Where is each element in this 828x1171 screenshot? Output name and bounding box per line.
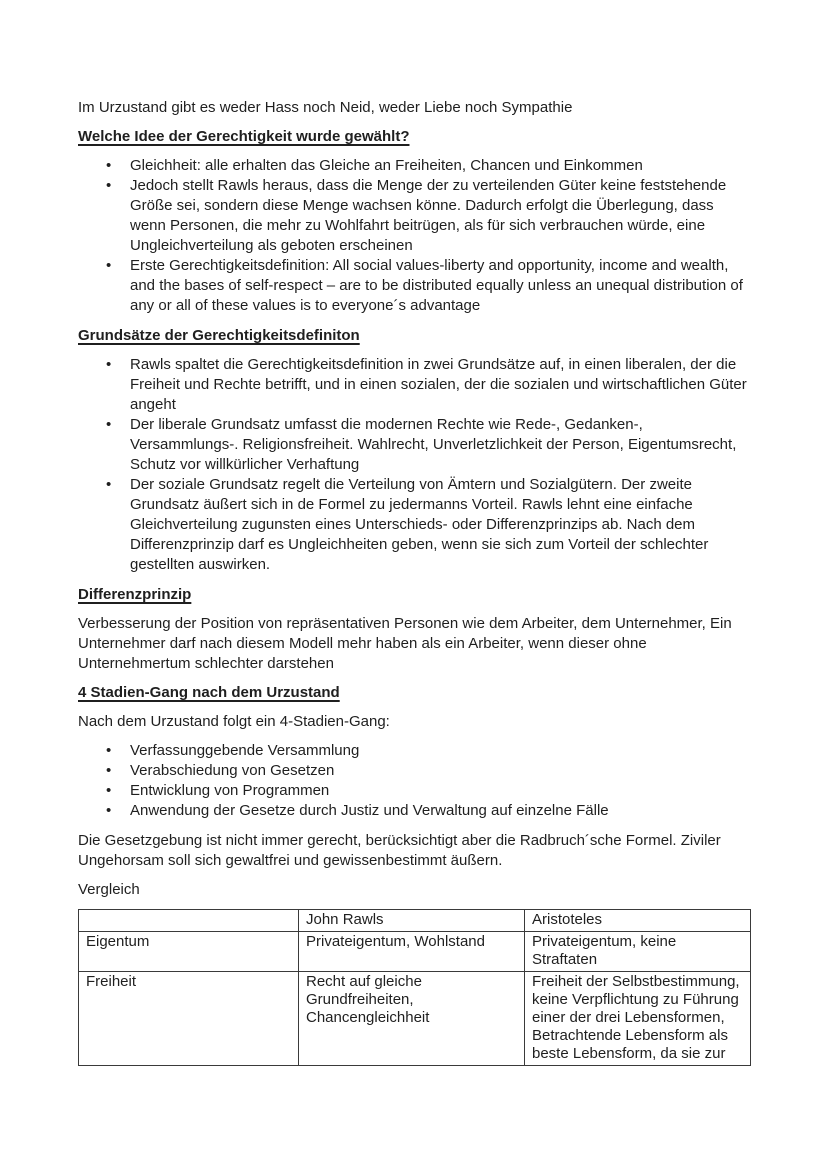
section-heading-stadiengang: 4 Stadien-Gang nach dem Urzustand bbox=[78, 684, 340, 701]
table-cell-row-label: Freiheit bbox=[79, 972, 299, 1066]
list-item: • Erste Gerechtigkeitsdefinition: All social values-liberty and opportunity, income and wealth, and the bases of self-respect – are to be distributed equally unless an unequal distribution of any or all of these values is to everyone´s advantage bbox=[130, 256, 750, 316]
list-item: • Jedoch stellt Rawls heraus, dass die Menge der zu verteilenden Güter keine feststehende Größe sei, sondern diese Menge wachsen könne. Dadurch erfolgt die Überlegung, dass wenn Personen, die mehr zu Wohlfahrt beitrügen, als für sich verbrauchen würde, eine Ungleichverteilung als geboten erscheinen bbox=[130, 176, 750, 256]
list-item: • Verabschiedung von Gesetzen bbox=[130, 761, 750, 781]
section-heading-idee: Welche Idee der Gerechtigkeit wurde gewählt? bbox=[78, 128, 410, 145]
list-item: • Der soziale Grundsatz regelt die Verteilung von Ämtern und Sozialgütern. Der zweite Grundsatz äußert sich in de Formel zu jedermanns Vorteil. Rawls lehnt eine einfache Gleichverteilung zugunsten eines Unterschieds- oder Differenzprinzips ab. Nach dem Differenzprinzip darf es Ungleichheiten geben, wenn sie sich zum Vorteil der schlechter gestellten auswirken. bbox=[130, 475, 750, 575]
intro-paragraph: Im Urzustand gibt es weder Hass noch Neid, weder Liebe noch Sympathie bbox=[78, 99, 573, 116]
table-header-row bbox=[79, 910, 751, 932]
list-item: • Anwendung der Gesetze durch Justiz und Verwaltung auf einzelne Fälle bbox=[130, 801, 750, 821]
list-item: • Verfassunggebende Versammlung bbox=[130, 741, 750, 761]
list-item: • Gleichheit: alle erhalten das Gleiche an Freiheiten, Chancen und Einkommen bbox=[130, 156, 750, 176]
table-cell: Recht auf gleiche Grundfreiheiten, Chancengleichheit bbox=[299, 972, 525, 1066]
table-header-rawls: John Rawls bbox=[299, 910, 525, 932]
stadiengang-lead-paragraph: Nach dem Urzustand folgt ein 4-Stadien-Gang: bbox=[78, 713, 390, 730]
list-item: • Entwicklung von Programmen bbox=[130, 781, 750, 801]
section-stadiengang bbox=[78, 683, 750, 871]
table-header-aristoteles: Aristoteles bbox=[525, 910, 751, 932]
table-header-empty bbox=[79, 910, 299, 932]
section-vergleich bbox=[78, 880, 750, 1066]
section-heading-grundsaetze: Grundsätze der Gerechtigkeitsdefiniton bbox=[78, 327, 360, 344]
section-heading-differenzprinzip: Differenzprinzip bbox=[78, 586, 192, 603]
vergleich-label: Vergleich bbox=[78, 881, 140, 898]
bullet-list-idee bbox=[78, 156, 750, 316]
differenzprinzip-paragraph: Verbesserung der Position von repräsentativen Personen wie dem Arbeiter, dem Unternehmer, Ein Unternehmer darf nach diesem Modell mehr haben als ein Arbeiter, wenn dieser ohne Unternehmertum schlechter darstehen bbox=[78, 615, 732, 672]
section-grundsaetze bbox=[78, 326, 750, 575]
section-idee bbox=[78, 127, 750, 316]
table-row bbox=[79, 932, 751, 972]
section-differenzprinzip bbox=[78, 585, 750, 674]
gesetzgebung-paragraph: Die Gesetzgebung ist nicht immer gerecht, berücksichtigt aber die Radbruch´sche Formel. Ziviler Ungehorsam soll sich gewaltfrei und gewissenbestimmt äußern. bbox=[78, 832, 721, 869]
table-row bbox=[79, 972, 751, 1066]
bullet-list-stadiengang bbox=[78, 741, 750, 821]
bullet-list-grundsaetze bbox=[78, 355, 750, 575]
comparison-table bbox=[78, 909, 751, 1066]
table-cell: Freiheit der Selbstbestimmung, keine Verpflichtung zu Führung einer der drei Lebensformen, Betrachtende Lebensform als beste Lebensform, da sie zur bbox=[525, 972, 751, 1066]
table-cell: Privateigentum, Wohlstand bbox=[299, 932, 525, 972]
table-cell: Privateigentum, keine Straftaten bbox=[525, 932, 751, 972]
list-item: • Rawls spaltet die Gerechtigkeitsdefinition in zwei Grundsätze auf, in einen liberalen, der die Freiheit und Rechte betrifft, und in einen sozialen, der die sozialen und wirtschaftlichen Güter angeht bbox=[130, 355, 750, 415]
list-item: • Der liberale Grundsatz umfasst die modernen Rechte wie Rede-, Gedanken-, Versammlungs-. Religionsfreiheit. Wahlrecht, Unverletzlichkeit der Person, Eigentumsrecht, Schutz vor willkürlicher Verhaftung bbox=[130, 415, 750, 475]
table-cell-row-label: Eigentum bbox=[79, 932, 299, 972]
